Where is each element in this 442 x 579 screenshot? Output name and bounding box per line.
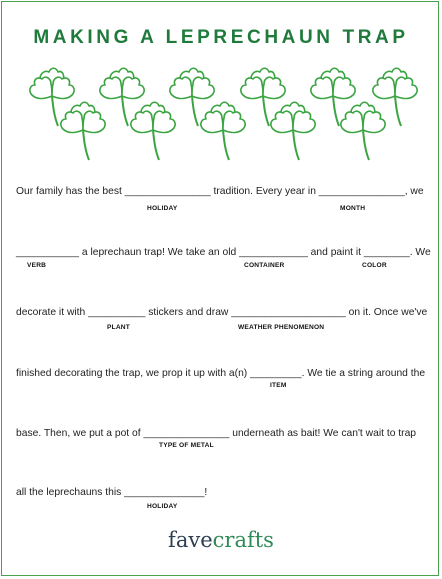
shamrock-icon	[56, 100, 110, 164]
logo-crafts: crafts	[212, 528, 274, 552]
page-title: MAKING A LEPRECHAUN TRAP	[33, 27, 409, 48]
blank-label-container: CONTAINER	[244, 262, 285, 269]
shamrock-row	[0, 60, 442, 160]
blank-label-month: MONTH	[340, 205, 366, 212]
shamrock-icon	[266, 100, 320, 164]
blank-label-item: ITEM	[270, 382, 287, 389]
shamrock-icon	[126, 100, 180, 164]
blank-label-color: COLOR	[362, 262, 387, 269]
story-line-5: base. Then, we put a pot of _______________ underneath as bait! We can't wait to trap	[16, 428, 417, 439]
blank-label-type-of-metal: TYPE OF METAL	[159, 442, 214, 449]
story-line-4: finished decorating the trap, we prop it up with a(n) _________. We tie a string around the	[16, 368, 426, 379]
story-line-6: all the leprechauns this ______________!	[16, 487, 208, 498]
story-line-3: decorate it with __________ stickers and draw ____________________ on it. Once we've	[16, 307, 428, 318]
story-line-1: Our family has the best _______________ tradition. Every year in _______________, we	[16, 186, 424, 197]
story-line-2: ___________ a leprechaun trap! We take an old ____________ and paint it ________. We	[16, 247, 431, 258]
shamrock-icon	[196, 100, 250, 164]
blank-label-plant: PLANT	[107, 324, 130, 331]
shamrock-icon	[336, 100, 390, 164]
favecrafts-logo	[0, 528, 442, 552]
blank-label-weather-phenomenon: WEATHER PHENOMENON	[238, 324, 325, 331]
blank-label-holiday: HOLIDAY	[147, 205, 178, 212]
blank-label-verb: VERB	[27, 262, 47, 269]
logo-fave: fave	[168, 528, 213, 552]
blank-label-holiday-2: HOLIDAY	[147, 503, 178, 510]
